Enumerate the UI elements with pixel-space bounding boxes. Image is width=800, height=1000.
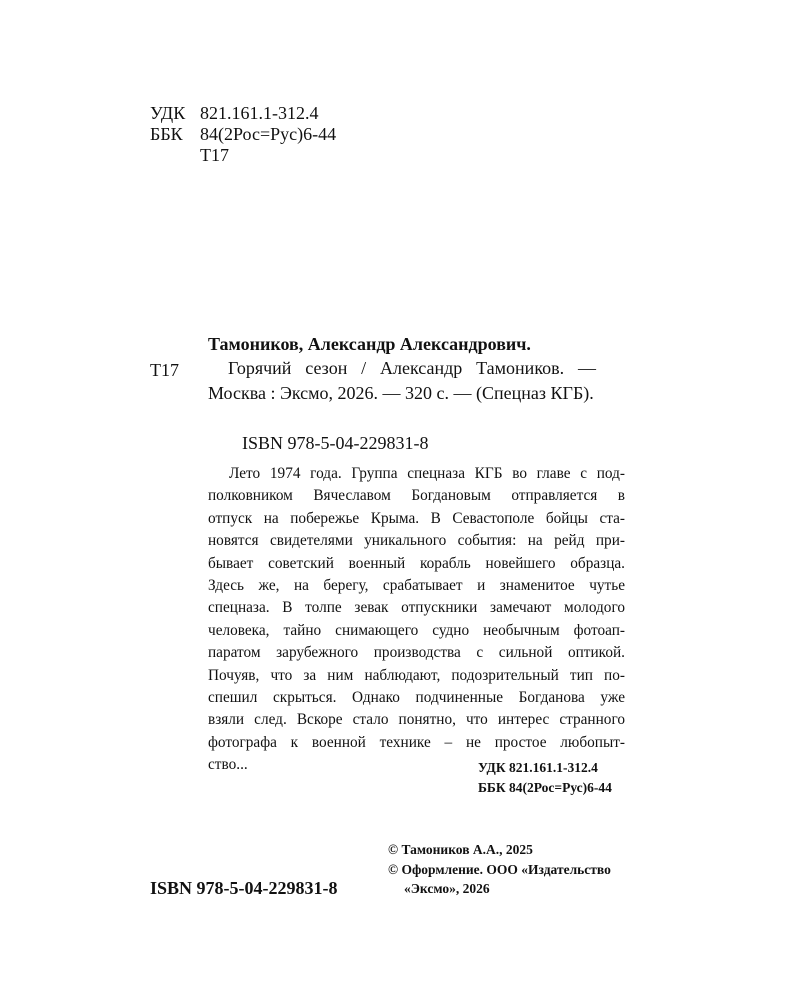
annotation-line: ство...	[208, 756, 248, 774]
copyright-author: © Тамоников А.А., 2025	[388, 842, 533, 857]
udk-label: УДК	[150, 103, 186, 123]
isbn-bottom: ISBN 978-5-04-229831-8	[150, 878, 338, 898]
annotation-line: отпуск на побережье Крыма. В Севастополе бойцы ста-	[208, 509, 625, 527]
annotation-line: Лето 1974 года. Группа спецназа КГБ во главе с под-	[229, 465, 625, 482]
bbk-code	[150, 125, 336, 143]
annotation-line: Почуяв, что за ним наблюдают, подозрительный тип по-	[208, 666, 625, 684]
copyright-design: © Оформление. ООО «Издательство	[388, 862, 611, 877]
annotation-line: спецназа. В толпе зевак отпускники замечают молодого	[208, 599, 625, 617]
annotation-line: человека, тайно снимающего судно необычным фотоап-	[208, 621, 625, 639]
annotation-line: спешил скрыться. Однако подчиненные Богданова уже	[208, 688, 625, 706]
bbk-label: ББК	[150, 124, 183, 144]
author-heading: Тамоников, Александр Александрович.	[208, 334, 531, 354]
annotation-line: фотографа к военной технике – не простое любопыт-	[208, 733, 625, 751]
author-mark: Т17	[200, 145, 229, 165]
annotation-line: бывает советский военный корабль новейшего образца.	[208, 554, 625, 572]
footer-bbk: ББК 84(2Рос=Рус)6-44	[478, 780, 612, 795]
udk-code	[150, 104, 319, 122]
annotation	[208, 463, 625, 776]
udk-value: 821.161.1-312.4	[200, 103, 319, 123]
footer-udk: УДК 821.161.1-312.4	[478, 760, 598, 775]
record-isbn: ISBN 978-5-04-229831-8	[242, 433, 429, 453]
copyright-design-cont: «Эксмо», 2026	[404, 881, 490, 896]
annotation-line: новятся свидетелями уникального события: на рейд при-	[208, 532, 625, 550]
bibliographic-description: Горячий сезон / Александр Тамоников. — Москва : Эксмо, 2026. — 320 с. — (Спецназ КГБ).	[208, 358, 596, 403]
annotation-line: взяли след. Вскоре стало понятно, что интерес странного	[208, 711, 625, 729]
side-author-mark: Т17	[150, 360, 179, 380]
annotation-line: паратом зарубежного производства с сильной оптикой.	[208, 644, 625, 662]
bbk-value: 84(2Рос=Рус)6-44	[200, 124, 337, 144]
annotation-line: полковником Вячеславом Богдановым отправляется в	[208, 487, 625, 505]
annotation-line: Здесь же, на берегу, срабатывает и знаменитое чутье	[208, 576, 625, 594]
